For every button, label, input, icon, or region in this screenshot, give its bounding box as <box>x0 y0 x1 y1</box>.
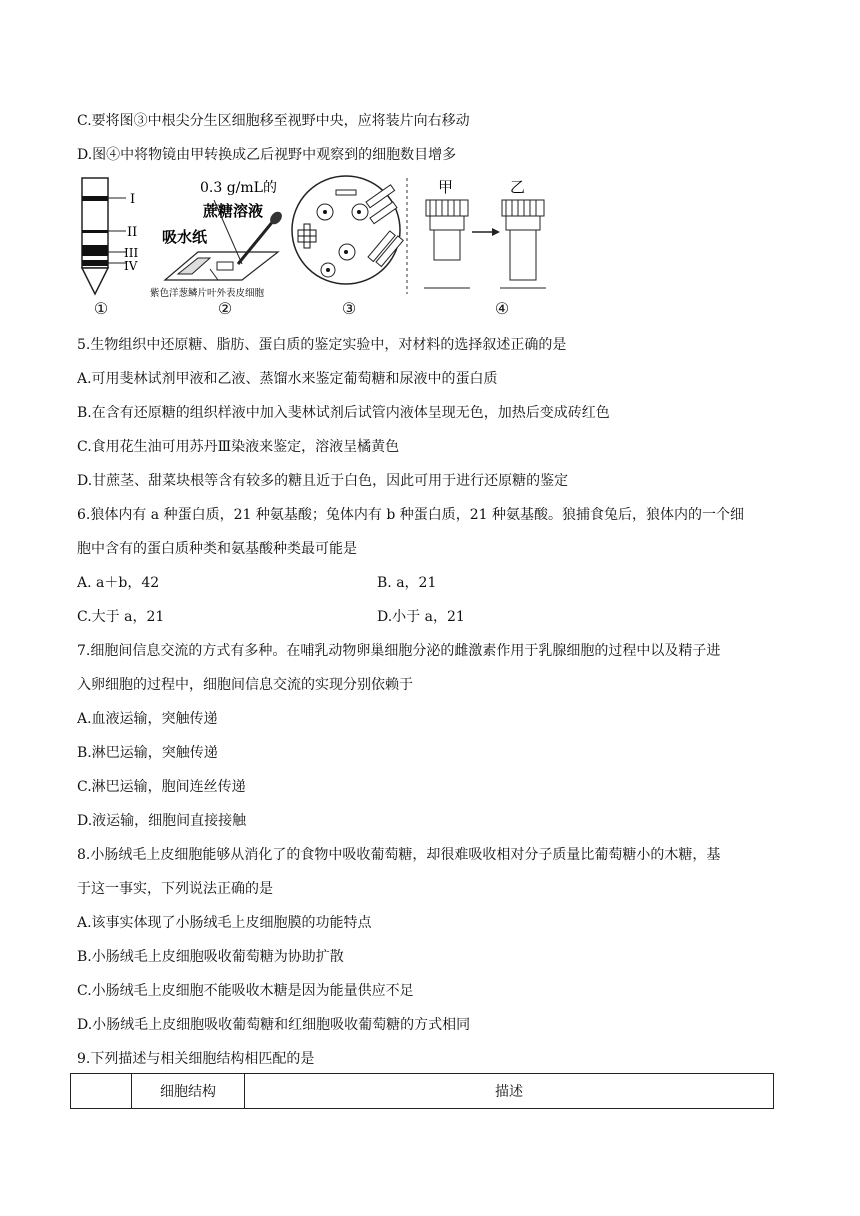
objective-label-b: 乙 <box>510 178 526 196</box>
objective-label-a: 甲 <box>438 178 454 196</box>
q8-option-c: C.小肠绒毛上皮细胞不能吸收木糖是因为能量供应不足 <box>77 983 414 999</box>
q6-option-a: A. a＋b，42 <box>77 575 160 591</box>
q6-options-row-1 <box>77 573 437 593</box>
question-5: 5.生物组织中还原糖、脂肪、蛋白质的鉴定实验中，对材料的选择叙述正确的是 <box>77 337 567 353</box>
q8-option-a: A.该事实体现了小肠绒毛上皮细胞膜的功能特点 <box>77 915 372 931</box>
band-1 <box>82 196 108 201</box>
onion-caption: 紫色洋葱鳞片叶外表皮细胞 <box>150 288 265 299</box>
table-header-row <box>71 1074 774 1109</box>
q5-option-c: C.食用花生油可用苏丹Ⅲ染液来鉴定，溶液呈橘黄色 <box>77 439 400 455</box>
figure-label-1: ① <box>93 299 109 318</box>
q6-option-d: D.小于 a，21 <box>377 609 465 625</box>
band-label-4: IV <box>124 259 138 273</box>
band-label-1: I <box>130 192 136 207</box>
table-header-structure: 细胞结构 <box>132 1074 245 1109</box>
q8-option-b: B.小肠绒毛上皮细胞吸收葡萄糖为协助扩散 <box>77 949 344 965</box>
band-label-3: III <box>124 246 139 260</box>
sugar-name-label: 蔗糖溶液 <box>203 202 264 220</box>
q5-option-a: A.可用斐林试剂甲液和乙液、蒸馏水来鉴定葡萄糖和尿液中的蛋白质 <box>77 371 498 387</box>
figure-panels <box>70 172 570 317</box>
q6-option-c: C.大于 a，21 <box>77 609 165 625</box>
band-label-2: II <box>127 225 138 240</box>
question-9: 9.下列描述与相关细胞结构相匹配的是 <box>77 1051 315 1067</box>
q5-option-b: B.在含有还原糖的组织样液中加入斐林试剂后试管内液体呈现无色，加热后变成砖红色 <box>77 405 610 421</box>
question-8-line-2: 于这一事实，下列说法正确的是 <box>77 881 273 897</box>
q7-option-a: A.血液运输，突触传递 <box>77 711 218 727</box>
q5-option-d: D.甘蔗茎、甜菜块根等含有较多的糖且近于白色，因此可用于进行还原糖的鉴定 <box>77 473 569 489</box>
panel-4-objective-lenses <box>424 178 546 288</box>
sugar-conc-label: 0.3 g/mL的 <box>200 180 277 196</box>
figure-label-3: ③ <box>341 299 357 318</box>
q6-options-row-2 <box>77 607 465 627</box>
option-c-prev: C.要将图③中根尖分生区细胞移至视野中央，应将装片向右移动 <box>77 113 470 129</box>
q7-option-d: D.液运输，细胞间直接接触 <box>77 813 247 829</box>
figure-label-2: ② <box>217 299 233 318</box>
question-8-line-1: 8.小肠绒毛上皮细胞能够从消化了的食物中吸收葡萄糖，却很难吸收相对分子质量比葡萄糖小的木糖，基 <box>77 847 721 863</box>
panel-1-chromatography-strip <box>82 178 138 294</box>
q7-option-b: B.淋巴运输，突触传递 <box>77 745 218 761</box>
figure-label-4: ④ <box>494 299 510 318</box>
blotting-paper-label: 吸水纸 <box>162 228 208 246</box>
panel-3-microscope-field <box>292 176 403 284</box>
question-7-line-2: 入卵细胞的过程中，细胞间信息交流的实现分别依赖于 <box>77 677 413 693</box>
panel-2-slide <box>150 180 284 299</box>
band-3 <box>82 245 108 256</box>
question-6-line-2: 胞中含有的蛋白质种类和氨基酸种类最可能是 <box>77 541 357 557</box>
q8-option-d: D.小肠绒毛上皮细胞吸收葡萄糖和红细胞吸收葡萄糖的方式相同 <box>77 1017 471 1033</box>
q7-option-c: C.淋巴运输，胞间连丝传递 <box>77 779 246 795</box>
structure-table <box>70 1073 774 1109</box>
table-header-blank <box>71 1074 132 1109</box>
band-2 <box>82 230 108 233</box>
question-6-line-1: 6.狼体内有 a 种蛋白质，21 种氨基酸；兔体内有 b 种蛋白质，21 种氨基酸。狼捕食兔后，狼体内的一个细 <box>77 507 744 523</box>
band-4 <box>82 260 108 266</box>
question-7-line-1: 7.细胞间信息交流的方式有多种。在哺乳动物卵巢细胞分泌的雌激素作用于乳腺细胞的过程中以及精子进 <box>77 643 721 659</box>
table-header-description: 描述 <box>245 1074 774 1109</box>
q6-option-b: B. a，21 <box>377 575 437 591</box>
option-d-prev: D.图④中将物镜由甲转换成乙后视野中观察到的细胞数目增多 <box>77 147 457 163</box>
